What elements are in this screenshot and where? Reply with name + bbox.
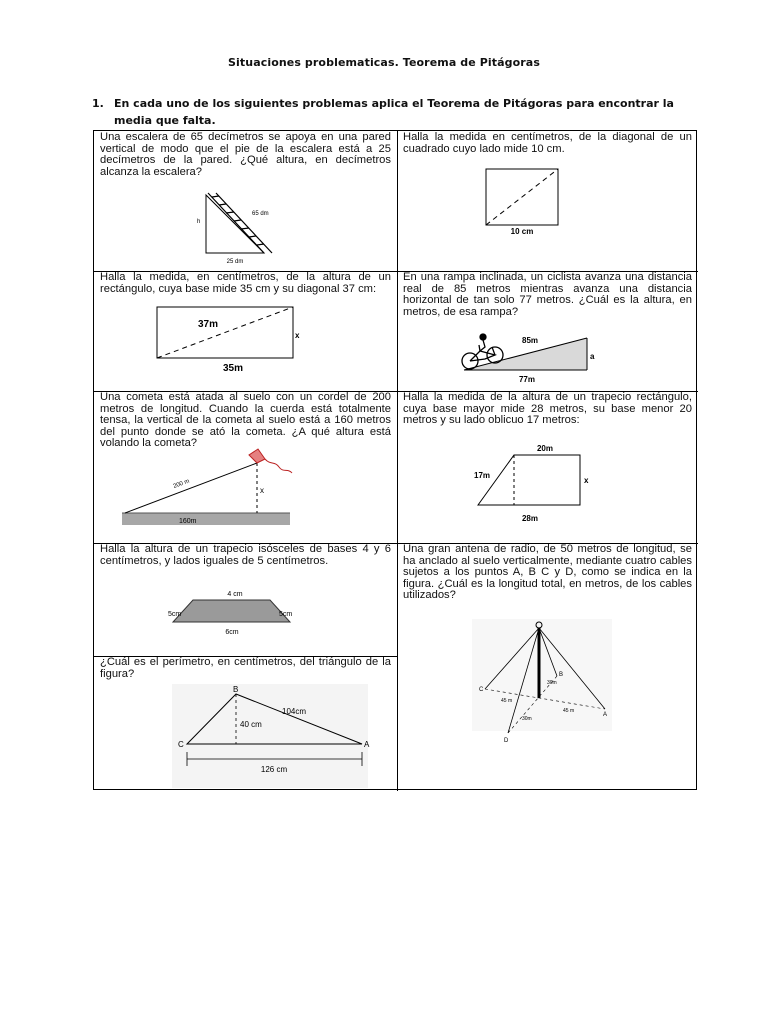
trapezoid-slant-label: 17m (474, 471, 491, 480)
problem-text: Una gran antena de radio, de 50 metros de longitud, se ha anclado al suelo verticalmente, mediante cuatro cables sujetos a los puntos A, B C y D, como se indica en la figura. ¿Cuál es la longitud total, en metros, de los cables utilizados? (403, 543, 692, 602)
ladder-length-label: 65 dm (252, 211, 269, 217)
problem-right-trapezoid (397, 391, 698, 543)
problem-text: Una escalera de 65 decímetros se apoya en una pared vertical de modo que el pie de la escalera está a 25 decímetros de la pared. ¿Qué altura, en decímetros alcanza la escalera? (100, 131, 391, 178)
problem-isosceles-trapezoid (94, 543, 397, 656)
problem-kite (94, 391, 397, 543)
triangle-base-label: 126 cm (260, 765, 288, 774)
triangle-side-label: 104cm (282, 707, 307, 716)
ramp-height-label: a (590, 352, 595, 361)
ramp-base-label: 77m (518, 375, 536, 384)
kite-base-label: 160m (179, 518, 197, 525)
right-trapezoid-figure (397, 441, 698, 541)
problem-text: Halla la medida en centímetros, de la diagonal de un cuadrado cuyo lado mide 10 cm. (403, 131, 692, 155)
iso-left-label: 5cm (168, 611, 182, 618)
problem-antenna (397, 543, 698, 791)
square-side-label: 10 cm (510, 227, 534, 236)
problem-text: Halla la medida de la altura de un trapecio rectángulo, cuya base mayor mide 28 metros, su base menor 20 metros y su lado oblicuo 17 metros: (403, 391, 692, 427)
antenna-point-b: B (559, 672, 564, 678)
iso-bottom-label: 6cm (225, 629, 239, 636)
antenna-dist-left: 45 m (501, 698, 513, 704)
iso-top-label: 4 cm (227, 591, 243, 598)
problems-table (93, 130, 697, 790)
iso-right-label: 5cm (279, 611, 293, 618)
instruction-number: 1. (92, 97, 104, 110)
kite-height-label: x (260, 486, 264, 495)
instruction-text: En cada uno de los siguientes problemas aplica el Teorema de Pitágoras para encontrar la media que falta. (114, 97, 674, 127)
page-title: Situaciones problematicas. Teorema de Pitágoras (228, 56, 540, 69)
problem-rectangle (94, 271, 397, 391)
ramp-figure (397, 323, 698, 393)
trapezoid-bottom-label: 28m (521, 514, 539, 523)
rectangle-figure (94, 307, 397, 387)
ladder-base-label: 25 dm (226, 259, 244, 265)
antenna-dist-front: 30m (522, 716, 532, 722)
problem-text: Halla la medida, en centímetros, de la altura de un rectángulo, cuya base mide 35 cm y su diagonal 37 cm: (100, 271, 391, 295)
problem-square (397, 131, 698, 271)
problem-text: En una rampa inclinada, un ciclista avanza una distancia real de 85 metros mientras avanza una distancia horizontal de tan solo 77 metros. ¿Cuál es la altura, en metros, de esa rampa? (403, 271, 692, 318)
ladder-height-label: h (197, 219, 201, 225)
ramp-slope-label: 85m (522, 336, 539, 345)
problem-text: Una cometa está atada al suelo con un cordel de 200 metros de longitud. Cuando la cuerda está totalmente tensa, la vertical de la cometa al suelo está a 160 metros del punto donde se ató la cometa. ¿A qué altura está volando la cometa? (100, 391, 391, 450)
trapezoid-top-label: 20m (536, 444, 554, 453)
triangle-vertex-b: B (233, 685, 239, 694)
rectangle-base-label: 35m (222, 363, 244, 374)
kite-icon (249, 449, 265, 463)
kite-string-label: 200 m (172, 478, 191, 490)
antenna-point-c: C (479, 687, 484, 693)
antenna-point-d: D (504, 738, 509, 744)
triangle-vertex-a: A (364, 740, 370, 749)
problem-text: ¿Cuál es el perímetro, en centímetros, del triángulo de la figura? (100, 656, 391, 680)
ladder-figure (94, 181, 397, 276)
problem-ladder (94, 131, 397, 271)
isosceles-trapezoid-figure (94, 571, 397, 651)
trapezoid-height-label: x (584, 476, 589, 485)
kite-figure (94, 453, 397, 543)
rectangle-diagonal-label: 37m (198, 319, 219, 330)
antenna-figure (397, 601, 698, 801)
triangle-height-label: 40 cm (240, 720, 262, 729)
triangle-vertex-c: C (178, 740, 184, 749)
triangle-figure (94, 684, 397, 794)
square-figure (397, 167, 698, 267)
problem-text: Halla la altura de un trapecio isósceles de bases 4 y 6 centímetros, y lados iguales de 5 centímetros. (100, 543, 391, 567)
rectangle-height-label: x (295, 331, 300, 340)
antenna-point-a: A (603, 712, 608, 718)
antenna-dist-right: 45 m (563, 708, 575, 714)
problem-ramp (397, 271, 698, 391)
antenna-dist-back: 30m (547, 680, 557, 686)
problem-triangle (94, 656, 397, 791)
